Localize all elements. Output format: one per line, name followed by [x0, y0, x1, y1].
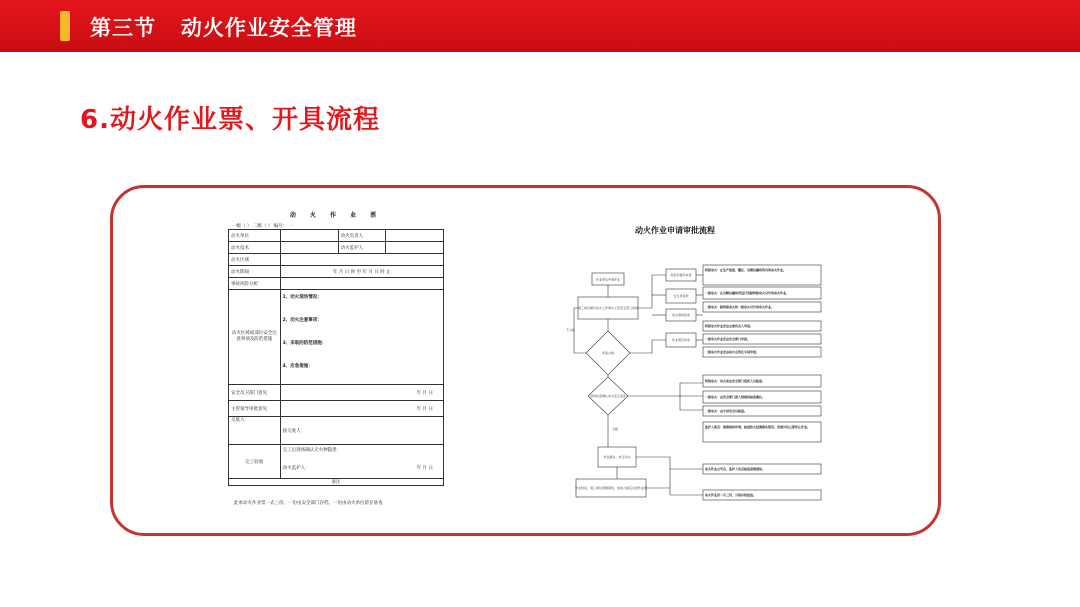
note-text-5: 一级动火作业票由安全部门审批。 — [705, 337, 751, 341]
edge-loop-back — [574, 308, 586, 353]
node-approve-text: 作业确认、执行动火 — [603, 455, 631, 459]
node-finish-text: 作业结束，施工单位清理现场，验收合格后关闭作业票 — [574, 486, 648, 490]
cell-approver-date: 年 月 日 — [280, 401, 443, 417]
section-heading: 6.动火作业票、开具流程 — [80, 105, 380, 135]
node-side4-text: 作业规范审查 — [671, 338, 691, 342]
flowchart-diagram — [560, 225, 840, 505]
note-text-4: 特级动火作业票由主要负责人审批。 — [705, 324, 754, 328]
header-bar — [0, 0, 1080, 52]
node-side2-text: 安全员审批 — [673, 294, 689, 298]
cell-completion-label: 完工验收 — [229, 445, 281, 479]
note-text-10: 监护人职责：熟悉现场环境，检查防火措施落实情况，发现异常立即停止作业。 — [705, 425, 811, 429]
cell-time-label: 动火期间 — [229, 266, 281, 278]
measure-item-3: 3、采取的防范措施： — [282, 341, 327, 346]
edge-finish-notes — [646, 488, 703, 495]
note-text-8: 一级动火：由安全部门派人到现场检查确认。 — [705, 395, 766, 399]
permit-form-title: 动 火 作 业 票 — [289, 212, 383, 219]
note-text-11: 动火作业完毕后，监护人负责检查清理现场。 — [705, 467, 766, 471]
edge-to-side1 — [638, 275, 666, 308]
permit-form-table — [228, 229, 444, 486]
cell-recipient-label: 接交底人： — [280, 417, 443, 445]
header-title: 第三节 动火作业安全管理 — [90, 16, 357, 40]
measure-item-1: 1、动火现场情况： — [282, 295, 322, 300]
completion-guardian-sign: 动火监护人： — [282, 466, 310, 471]
node-side1-text: 项目部提出申请 — [670, 273, 692, 277]
measure-item-2: 2、动火注意事项： — [282, 318, 322, 323]
permit-form-image — [228, 210, 444, 510]
permit-footnote: 此单动火作业票一式三份。一份由安全部门存档，一份由动火单位留存备查 — [234, 501, 383, 506]
note-text-9: 二级动火：由车间安全员检查。 — [705, 409, 748, 413]
header-accent-marker — [60, 11, 70, 41]
cell-leader-label: 动火负责人 — [338, 230, 385, 242]
node-decide2-text: 现场检查确认动火安全条件 — [589, 394, 627, 398]
edge-approve-notes1 — [636, 457, 703, 469]
cell-remark-label: 备注 — [229, 479, 444, 486]
label-not-ok: 不合格 — [566, 328, 576, 332]
note-text-7: 特级动火：动火前由安全部门组织人员检查。 — [705, 379, 766, 383]
note-text-1: 特级动火：在生产装置、罐区、易燃易爆场所内的动火作业。 — [705, 268, 787, 272]
cell-location-label: 动火区域 — [229, 254, 281, 266]
cell-safety-dept-date: 年 月 日 — [280, 385, 443, 401]
cell-measures-label: 动火区域或部位安全注意事项及防范措施 — [229, 290, 281, 385]
cell-unit-label: 动火单位 — [229, 230, 281, 242]
cell-worker-label: 动火技术 — [229, 242, 281, 254]
note-text-3: 二级动火：除特级动火和一级动火以外的动火作业。 — [705, 305, 775, 309]
flowchart-title: 动火作业申请审批流程 — [635, 226, 715, 235]
approval-flowchart-image — [560, 225, 840, 505]
cell-time-value: 年 月 日 时 至 年 月 日 时 止 — [280, 266, 443, 278]
cell-approver-label: 主管领导审批意见 — [229, 401, 281, 417]
edge-decide2-check3 — [680, 396, 703, 410]
note-text-12: 动火作业票一式三份，分别存档备查。 — [705, 493, 757, 497]
node-prepare-text: 施工单位填写动火工作票并上报安全部门审批 — [577, 306, 639, 310]
cell-safety-dept-label: 安全员卫部门意见 — [229, 385, 281, 401]
cell-guardian-label: 动火监护人 — [338, 242, 385, 254]
completion-text: 完工后现场确认无火种隐患： — [282, 448, 342, 453]
cell-confirm-label: 交底人： — [229, 417, 281, 445]
edge-decide2-checks — [628, 383, 703, 396]
completion-date: 年 月 日 — [416, 466, 433, 471]
node-side3-text: 动火现场检查 — [671, 313, 691, 317]
note-text-2: 一级动火：在易燃易爆场所进行的除特级动火以外的动火作业。 — [705, 291, 790, 295]
label-ok: 合格 — [612, 427, 619, 431]
node-decide1-text: 审查合格 — [601, 351, 615, 355]
permit-level-line: 一级（ ） 二级（ ） 编号： 一 — [232, 224, 294, 229]
node-start-text: 作业单位申请作业 — [595, 277, 621, 282]
edge-to-side4 — [630, 340, 666, 353]
cell-risk-label: 事故风险分析 — [229, 278, 281, 290]
measure-item-4: 4、应急措施： — [282, 364, 313, 369]
note-text-6: 二级动火作业票由动火点所在车间审批。 — [705, 350, 760, 354]
